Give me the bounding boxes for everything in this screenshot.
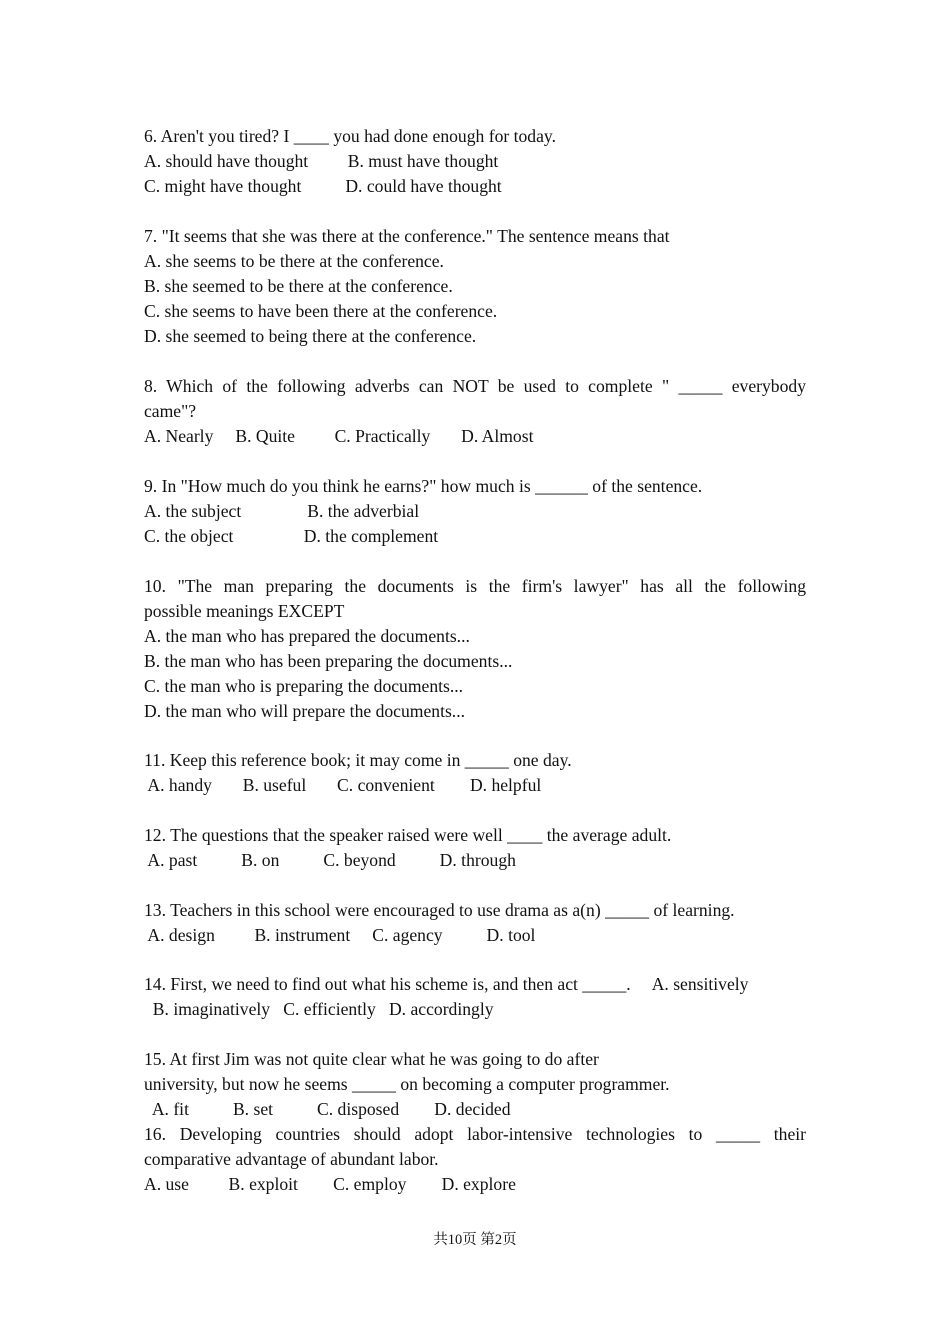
q8-question-line2: came"?: [144, 401, 197, 421]
q12-options: A. past B. on C. beyond D. through: [144, 850, 516, 870]
q7-option-c: C. she seems to have been there at the conference.: [144, 301, 498, 321]
q16-question-line1: 16. Developing countries should adopt labor-intensive technologies to _____ their: [144, 1124, 806, 1144]
q9-options-ab: A. the subject B. the adverbial: [144, 501, 420, 521]
q16-options: A. use B. exploit C. employ D. explore: [144, 1174, 516, 1194]
q13-options: A. design B. instrument C. agency D. tool: [144, 925, 536, 945]
q7-question: 7. "It seems that she was there at the conference." The sentence means that: [144, 226, 670, 246]
q7-option-a: A. she seems to be there at the conference.: [144, 251, 444, 271]
q9-options-cd: C. the object D. the complement: [144, 526, 439, 546]
q9-question: 9. In "How much do you think he earns?" how much is ______ of the sentence.: [144, 476, 703, 496]
q11-question: 11. Keep this reference book; it may come in _____ one day.: [144, 750, 572, 770]
q16-question-line2: comparative advantage of abundant labor.: [144, 1149, 439, 1169]
q10-question-line1: 10. "The man preparing the documents is the firm's lawyer" has all the following: [144, 576, 806, 596]
q12-question: 12. The questions that the speaker raised were well ____ the average adult.: [144, 825, 672, 845]
q10-option-d: D. the man who will prepare the documents...: [144, 701, 466, 721]
q15-question-line2: university, but now he seems _____ on becoming a computer programmer.: [144, 1074, 670, 1094]
q8-options: A. Nearly B. Quite C. Practically D. Almost: [144, 426, 534, 446]
q8-question-line1: 8. Which of the following adverbs can NOT be used to complete " _____ everybody: [144, 376, 806, 396]
q14-options: B. imaginatively C. efficiently D. accordingly: [144, 999, 494, 1019]
q14-question: 14. First, we need to find out what his scheme is, and then act _____. A. sensitively: [144, 974, 749, 994]
q10-option-a: A. the man who has prepared the documents...: [144, 626, 470, 646]
q7-option-b: B. she seemed to be there at the conference.: [144, 276, 453, 296]
q6-question: 6. Aren't you tired? I ____ you had done enough for today.: [144, 126, 556, 146]
q10-option-b: B. the man who has been preparing the documents...: [144, 651, 513, 671]
q10-option-c: C. the man who is preparing the documents...: [144, 676, 464, 696]
q10-question-line2: possible meanings EXCEPT: [144, 601, 345, 621]
q6-options-cd: C. might have thought D. could have thought: [144, 176, 502, 196]
q15-question-line1: 15. At first Jim was not quite clear what he was going to do after: [144, 1049, 599, 1069]
q7-option-d: D. she seemed to being there at the conference.: [144, 326, 477, 346]
q11-options: A. handy B. useful C. convenient D. helpful: [144, 775, 542, 795]
page-footer: 共10页 第2页: [433, 1232, 517, 1248]
q6-options-ab: A. should have thought B. must have thought: [144, 151, 499, 171]
q15-options: A. fit B. set C. disposed D. decided: [144, 1099, 511, 1119]
q13-question: 13. Teachers in this school were encouraged to use drama as a(n) _____ of learning.: [144, 900, 735, 920]
